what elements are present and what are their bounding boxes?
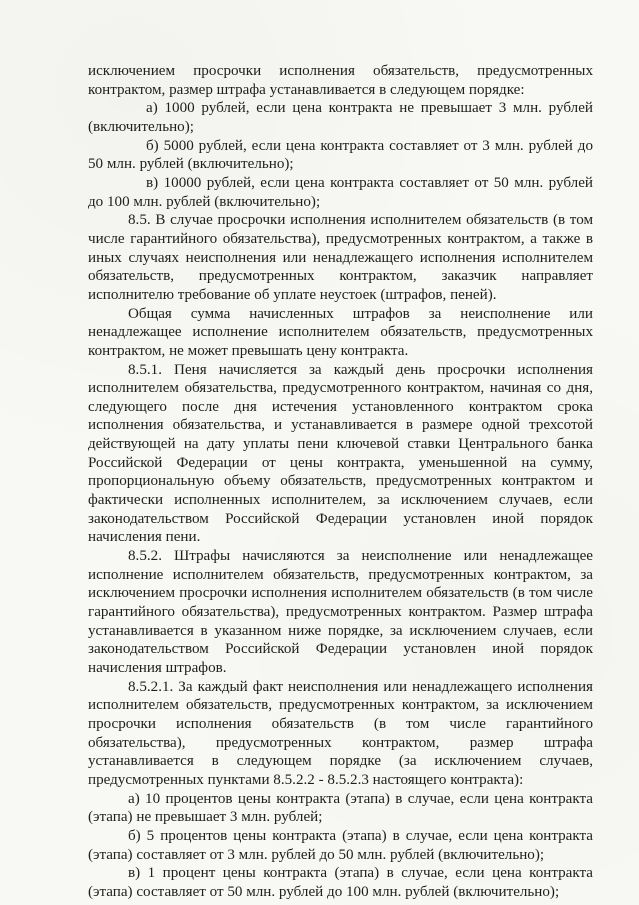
paragraph-penalty-c: в) 10000 рублей, если цена контракта составляет от 50 млн. рублей до 100 млн. рублей (включительно); — [88, 174, 593, 210]
paragraph-penalty-b: б) 5000 рублей, если цена контракта составляет от 3 млн. рублей до 50 млн. рублей (включительно); — [88, 137, 593, 173]
paragraph-fine-b: б) 5 процентов цены контракта (этапа) в случае, если цена контракта (этапа) составляет от 3 млн. рублей до 50 млн. рублей (включительно); — [88, 827, 593, 863]
paragraph-8-5: 8.5. В случае просрочки исполнения исполнителем обязательств (в том числе гарантийного обязательства), предусмотренных контрактом, а также в иных случаях неисполнения или ненадлежащего исполнения исполнителем обязательств, предусмотренных контрактом, заказчик направляет исполнителю требование об уплате неустоек (штрафов, пеней). — [88, 212, 593, 303]
paragraph-8-5-2: 8.5.2. Штрафы начисляются за неисполнение или ненадлежащее исполнение исполнителем обязательств, предусмотренных контрактом, за исключением просрочки исполнения исполнителем обязательств (в том числе гарантийного обязательства), предусмотренных контрактом. Размер штрафа устанавливается в указанном ниже порядке, за исключением случаев, если законодательством Российской Федерации установлен иной порядок начисления штрафов. — [88, 548, 593, 676]
paragraph-fine-c: в) 1 процент цены контракта (этапа) в случае, если цена контракта (этапа) составляет от 50 млн. рублей до 100 млн. рублей (включительно); — [88, 865, 593, 900]
paragraph-8-5-1: 8.5.1. Пеня начисляется за каждый день просрочки исполнения исполнителем обязательства, предусмотренного контрактом, начиная со дня, следующего после дня истечения установленного контрактом срока исполнения обязательства, и устанавливается в размере одной трехсотой действующей на дату уплаты пени ключевой ставки Центрального банка Российской Федерации от цены контракта, уменьшенной на сумму, пропорциональную объему обязательств, предусмотренных контрактом и фактически исполненных исполнителем, за исключением случаев, если законодательством Российской Федерации установлен иной порядок начисления пени. — [88, 361, 593, 546]
contract-text — [88, 62, 593, 902]
paragraph-penalty-intro: исключением просрочки исполнения обязательств, предусмотренных контрактом, размер штрафа устанавливается в следующем порядке: — [88, 63, 593, 98]
paragraph-penalty-a: а) 1000 рублей, если цена контракта не превышает 3 млн. рублей (включительно); — [88, 100, 593, 135]
paragraph-total-fines: Общая сумма начисленных штрафов за неисполнение или ненадлежащее исполнение исполнителем обязательств, предусмотренных контрактом, не может превышать цену контракта. — [88, 305, 593, 359]
paragraph-8-5-2-1: 8.5.2.1. За каждый факт неисполнения или ненадлежащего исполнения исполнителем обязательств, предусмотренных контрактом, за исключением просрочки исполнения обязательств (в том числе гарантийного обязательства), предусмотренных контрактом, размер штрафа устанавливается в следующем порядке (за исключением случаев, предусмотренных пунктами 8.5.2.2 - 8.5.2.3 настоящего контракта): — [88, 678, 593, 788]
paragraph-fine-a: а) 10 процентов цены контракта (этапа) в случае, если цена контракта (этапа) не превышает 3 млн. рублей; — [88, 790, 593, 826]
